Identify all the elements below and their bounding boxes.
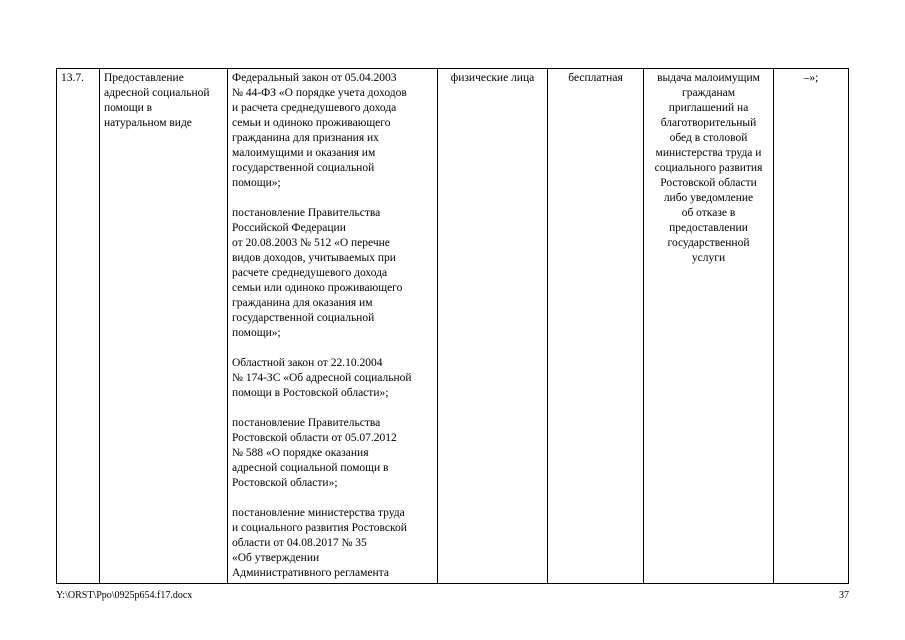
closing-mark-cell <box>774 69 849 584</box>
legal-basis-item: постановление Правительства Ростовской области от 05.07.2012 № 588 «О порядке оказания адресной социальной помощи в Ростовской области»; <box>232 417 397 489</box>
row-number: 13.7. <box>61 72 84 84</box>
legal-basis-cell <box>228 69 438 584</box>
footer-file-path: Y:\ORST\Ppo\0925p654.f17.docx <box>56 590 193 601</box>
cost-cell <box>548 69 644 584</box>
closing-mark: –»; <box>803 72 819 84</box>
row-number-cell <box>57 69 100 584</box>
recipients-cell <box>438 69 548 584</box>
recipients: физические лица <box>450 72 535 84</box>
service-name-cell <box>100 69 228 584</box>
legal-basis-item: постановление Правительства Российской Федерации от 20.08.2003 № 512 «О перечне видов доходов, учитываемых при расчете среднедушевого дохода семьи или одиноко проживающего гражданина для оказания им государственной социальной помощи»; <box>232 207 403 339</box>
footer-page-number: 37 <box>839 590 849 601</box>
cost: бесплатная <box>568 72 623 84</box>
legal-basis-item: Областной закон от 22.10.2004 № 174-ЗС «Об адресной социальной помощи в Ростовской области»; <box>232 357 412 399</box>
table-row <box>57 69 849 584</box>
result-cell <box>644 69 774 584</box>
services-table <box>56 68 849 584</box>
legal-basis-list <box>232 71 433 581</box>
legal-basis-item: Федеральный закон от 05.04.2003 № 44-ФЗ «О порядке учета доходов и расчета среднедушевого дохода семьи и одиноко проживающего гражданина для признания их малоимущими и оказания им государственной социальной помощи»; <box>232 72 407 189</box>
result-text: выдача малоимущим гражданам приглашений на благотворительный обед в столовой министерства труда и социального развития Ростовской области либо уведомление об отказе в предоставлении государственной услуги <box>654 72 763 264</box>
legal-basis-item: постановление министерства труда и социального развития Ростовской области от 04.08.2017 № 35 «Об утверждении Административного регламента <box>232 507 407 579</box>
service-name: Предоставление адресной социальной помощи в натуральном виде <box>104 72 210 129</box>
